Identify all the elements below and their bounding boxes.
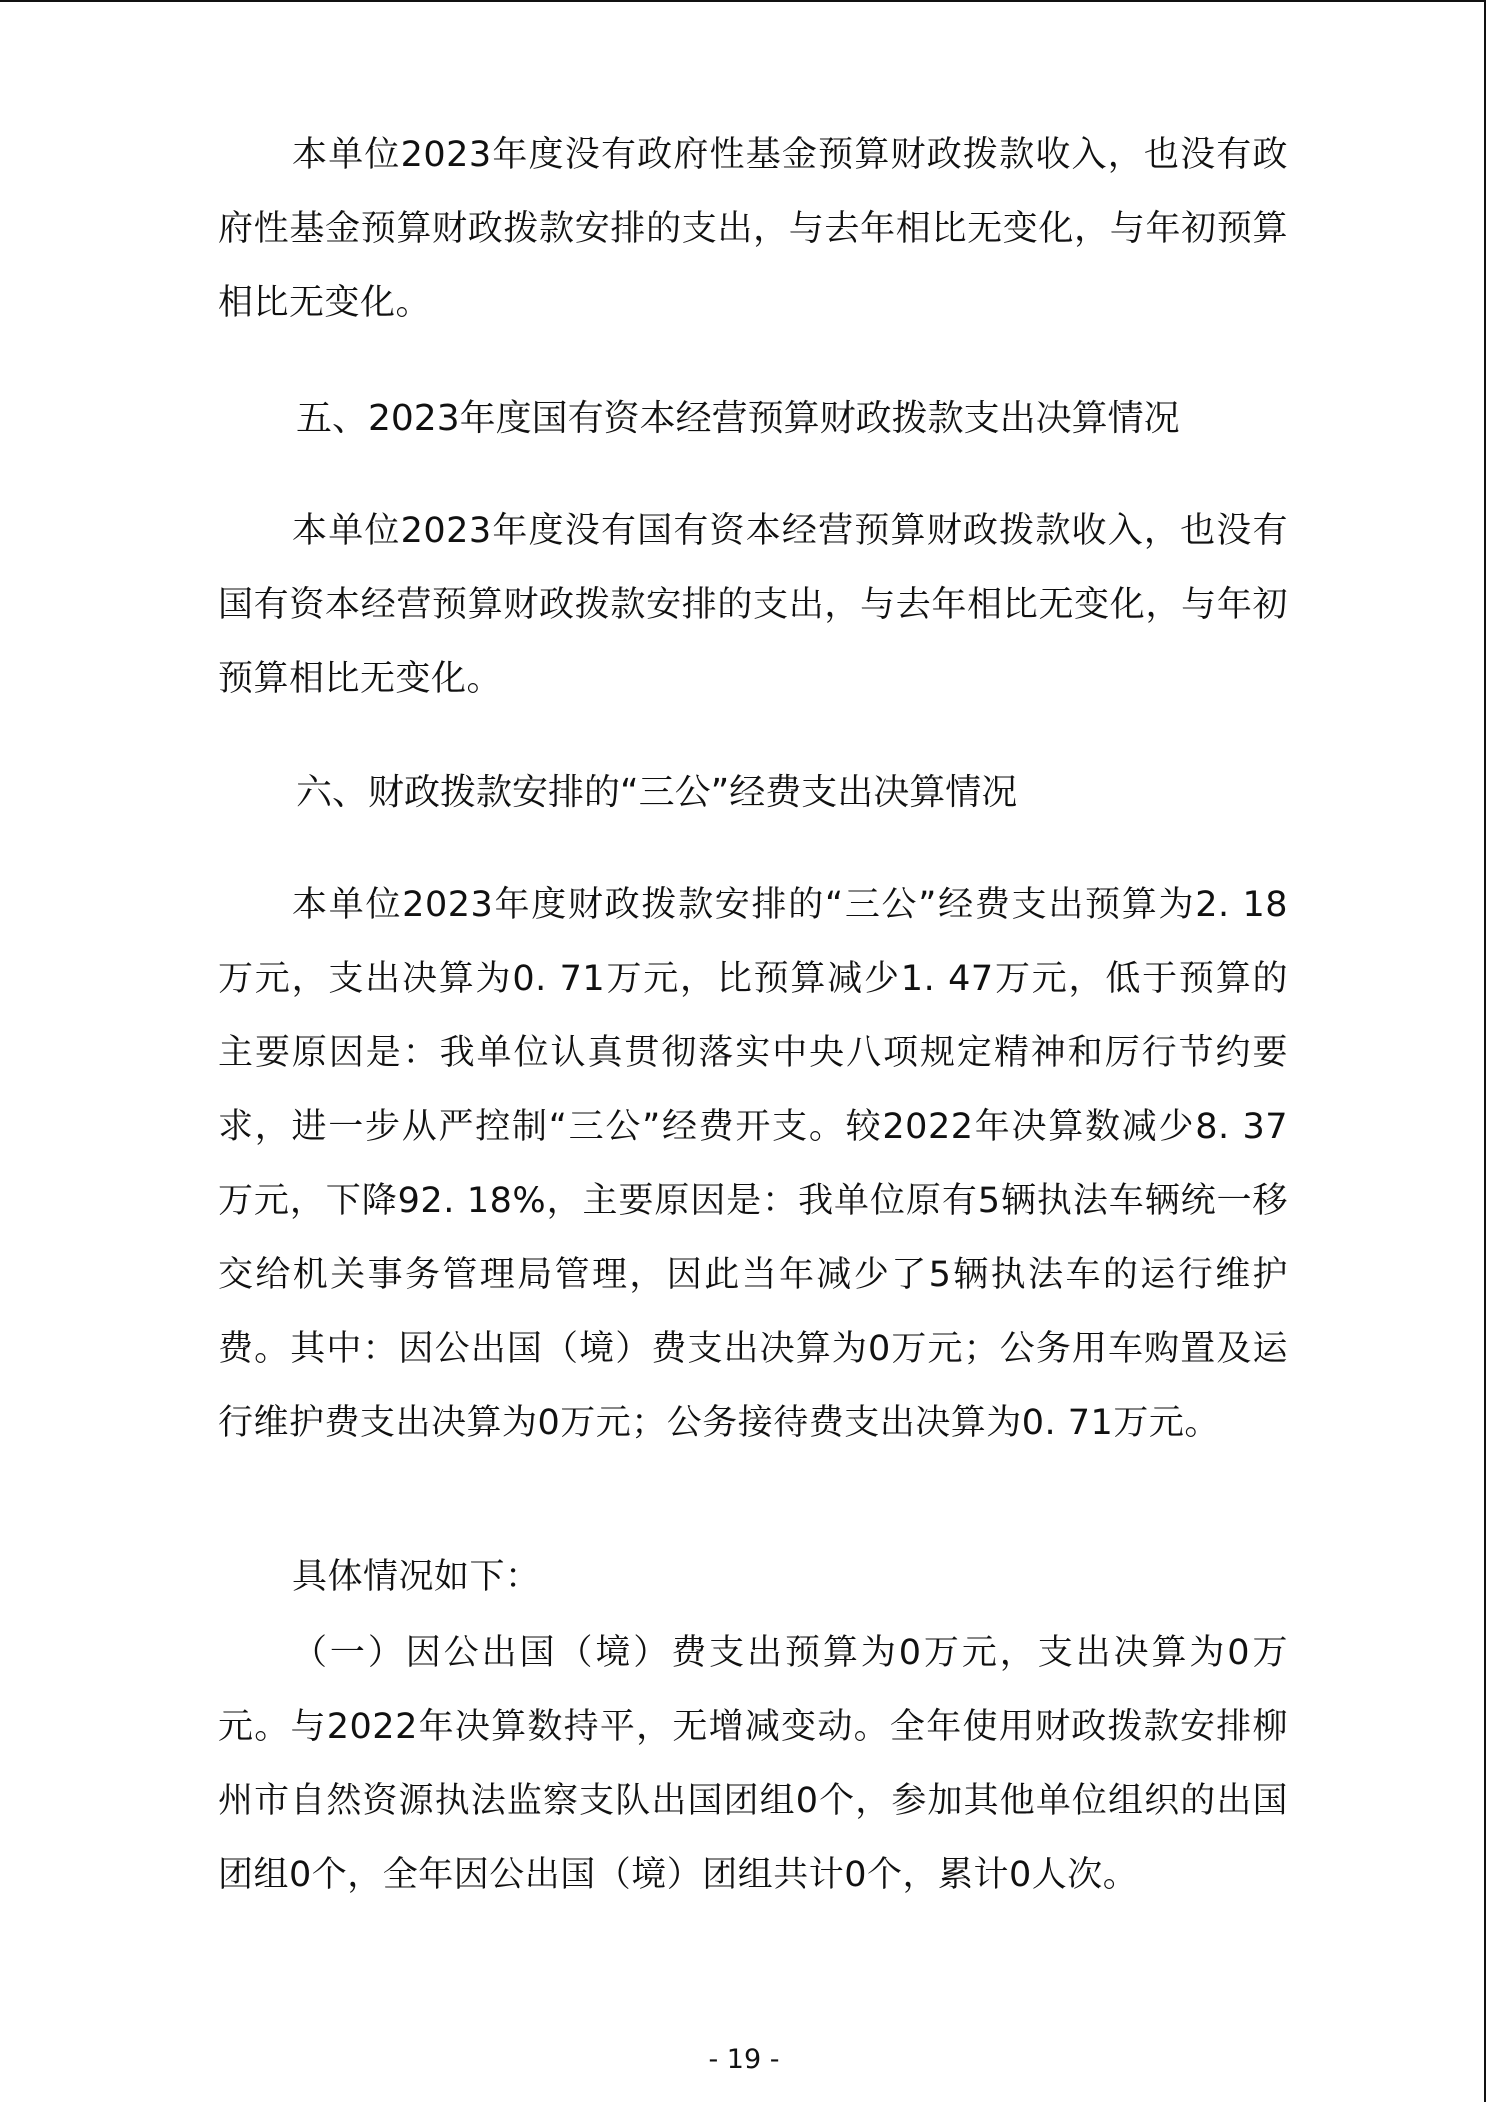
section-heading-5: 五、2023年度国有资本经营预算财政拨款支出决算情况 xyxy=(296,398,1180,439)
paragraph-state-capital: 本单位2023年度没有国有资本经营预算财政拨款收入，也没有国有资本经营预算财政拨款安排的支出，与去年相比无变化，与年初预算相比无变化。 xyxy=(218,511,1288,699)
paragraph-overseas-travel: （一）因公出国（境）费支出预算为0万元，支出决算为0万元。与2022年决算数持平，无增减变动。全年使用财政拨款安排柳州市自然资源执法监察支队出国团组0个，参加其他单位组织的出国团组0个，全年因公出国（境）团组共计0个，累计0人次。 xyxy=(218,1633,1288,1895)
paragraph-details-intro: 具体情况如下： xyxy=(292,1557,541,1597)
section-heading-6: 六、财政拨款安排的“三公”经费支出决算情况 xyxy=(296,772,1018,813)
paragraph-three-public-expenses: 本单位2023年度财政拨款安排的“三公”经费支出预算为2. 18万元，支出决算为0. 71万元，比预算减少1. 47万元，低于预算的主要原因是：我单位认真贯彻落实中央八项规定精神和厉行节约要求，进一步从严控制“三公”经费开支。较2022年决算数减少8. 37万元，下降92. 18%，主要原因是：我单位原有5辆执法车辆统一移交给机关事务管理局管理，因此当年减少了5辆执法车的运行维护费。其中：因公出国（境）费支出决算为0万元；公务用车购置及运行维护费支出决算为0万元；公务接待费支出决算为0. 71万元。 xyxy=(218,885,1288,1443)
page-number: - 19 - xyxy=(708,2044,780,2075)
paragraph-government-fund: 本单位2023年度没有政府性基金预算财政拨款收入，也没有政府性基金预算财政拨款安排的支出，与去年相比无变化，与年初预算相比无变化。 xyxy=(218,135,1288,323)
